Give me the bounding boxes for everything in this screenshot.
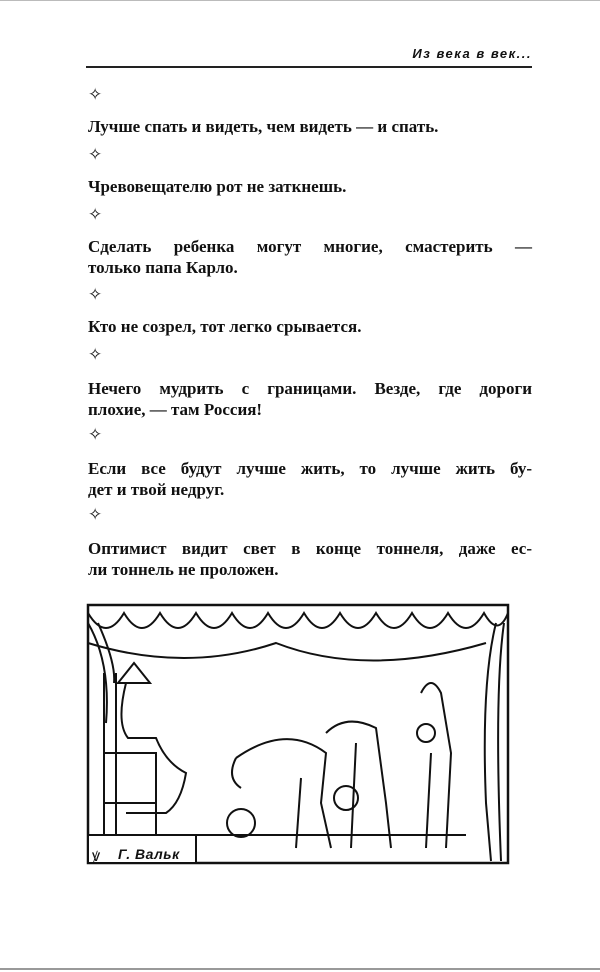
- separator-diamond-icon: ✧: [88, 345, 103, 365]
- bowing-figure-1: [232, 739, 331, 848]
- curtain-right: [485, 623, 504, 861]
- separator-diamond-icon: ✧: [88, 285, 103, 305]
- aphorism-line: Лучше спать и видеть, чем видеть — и спать.: [88, 117, 439, 136]
- header-rule: [86, 66, 532, 68]
- aphorism-line: только папа Карло.: [88, 257, 238, 277]
- aphorism-line: дет и твой недруг.: [88, 479, 225, 499]
- aphorism-7: [88, 539, 532, 580]
- medal-icon: [227, 809, 255, 837]
- standing-figure: [421, 683, 451, 848]
- page-bottom-edge: [0, 968, 600, 970]
- separator-diamond-icon: ✧: [88, 505, 103, 525]
- separator-diamond-icon: ✧: [88, 205, 103, 225]
- bowing-figure-2: [326, 722, 391, 848]
- aphorism-line: ли тоннель не проложен.: [88, 559, 279, 579]
- cartoon-illustration: [86, 603, 510, 865]
- aphorism-line: Нечего мудрить с границами. Везде, где дороги: [88, 379, 532, 398]
- aphorism-line: Сделать ребенка могут многие, смастерить —: [88, 237, 532, 256]
- curtain-swag: [88, 643, 486, 661]
- medal-icon: [417, 724, 435, 742]
- aphorism-line: Чревовещателю рот не заткнешь.: [88, 177, 347, 196]
- separator-diamond-icon: ✧: [88, 85, 103, 105]
- artist-mark-icon: ꝟ: [92, 846, 101, 865]
- curtain-left: [88, 623, 114, 723]
- aphorism-4: [88, 317, 532, 338]
- medal-icon: [334, 786, 358, 810]
- aphorism-1: [88, 117, 532, 138]
- separator-diamond-icon: ✧: [88, 145, 103, 165]
- aphorism-5: [88, 379, 532, 420]
- aphorism-line: Оптимист видит свет в конце тоннеля, даже ес-: [88, 539, 532, 558]
- separator-diamond-icon: ✧: [88, 425, 103, 445]
- aphorism-line: плохие, — там Россия!: [88, 399, 263, 419]
- illustration-signature: Г. Вальк: [118, 846, 180, 862]
- page-top-edge: [0, 0, 600, 1]
- king-figure: [118, 663, 186, 813]
- running-header: Из века в век...: [412, 46, 532, 61]
- aphorism-2: [88, 177, 532, 198]
- aphorism-line: Если все будут лучше жить, то лучше жить бу-: [88, 459, 532, 478]
- aphorism-3: [88, 237, 532, 278]
- curtain-valance: [88, 613, 508, 628]
- aphorism-line: Кто не созрел, тот легко срывается.: [88, 317, 362, 336]
- aphorism-6: [88, 459, 532, 500]
